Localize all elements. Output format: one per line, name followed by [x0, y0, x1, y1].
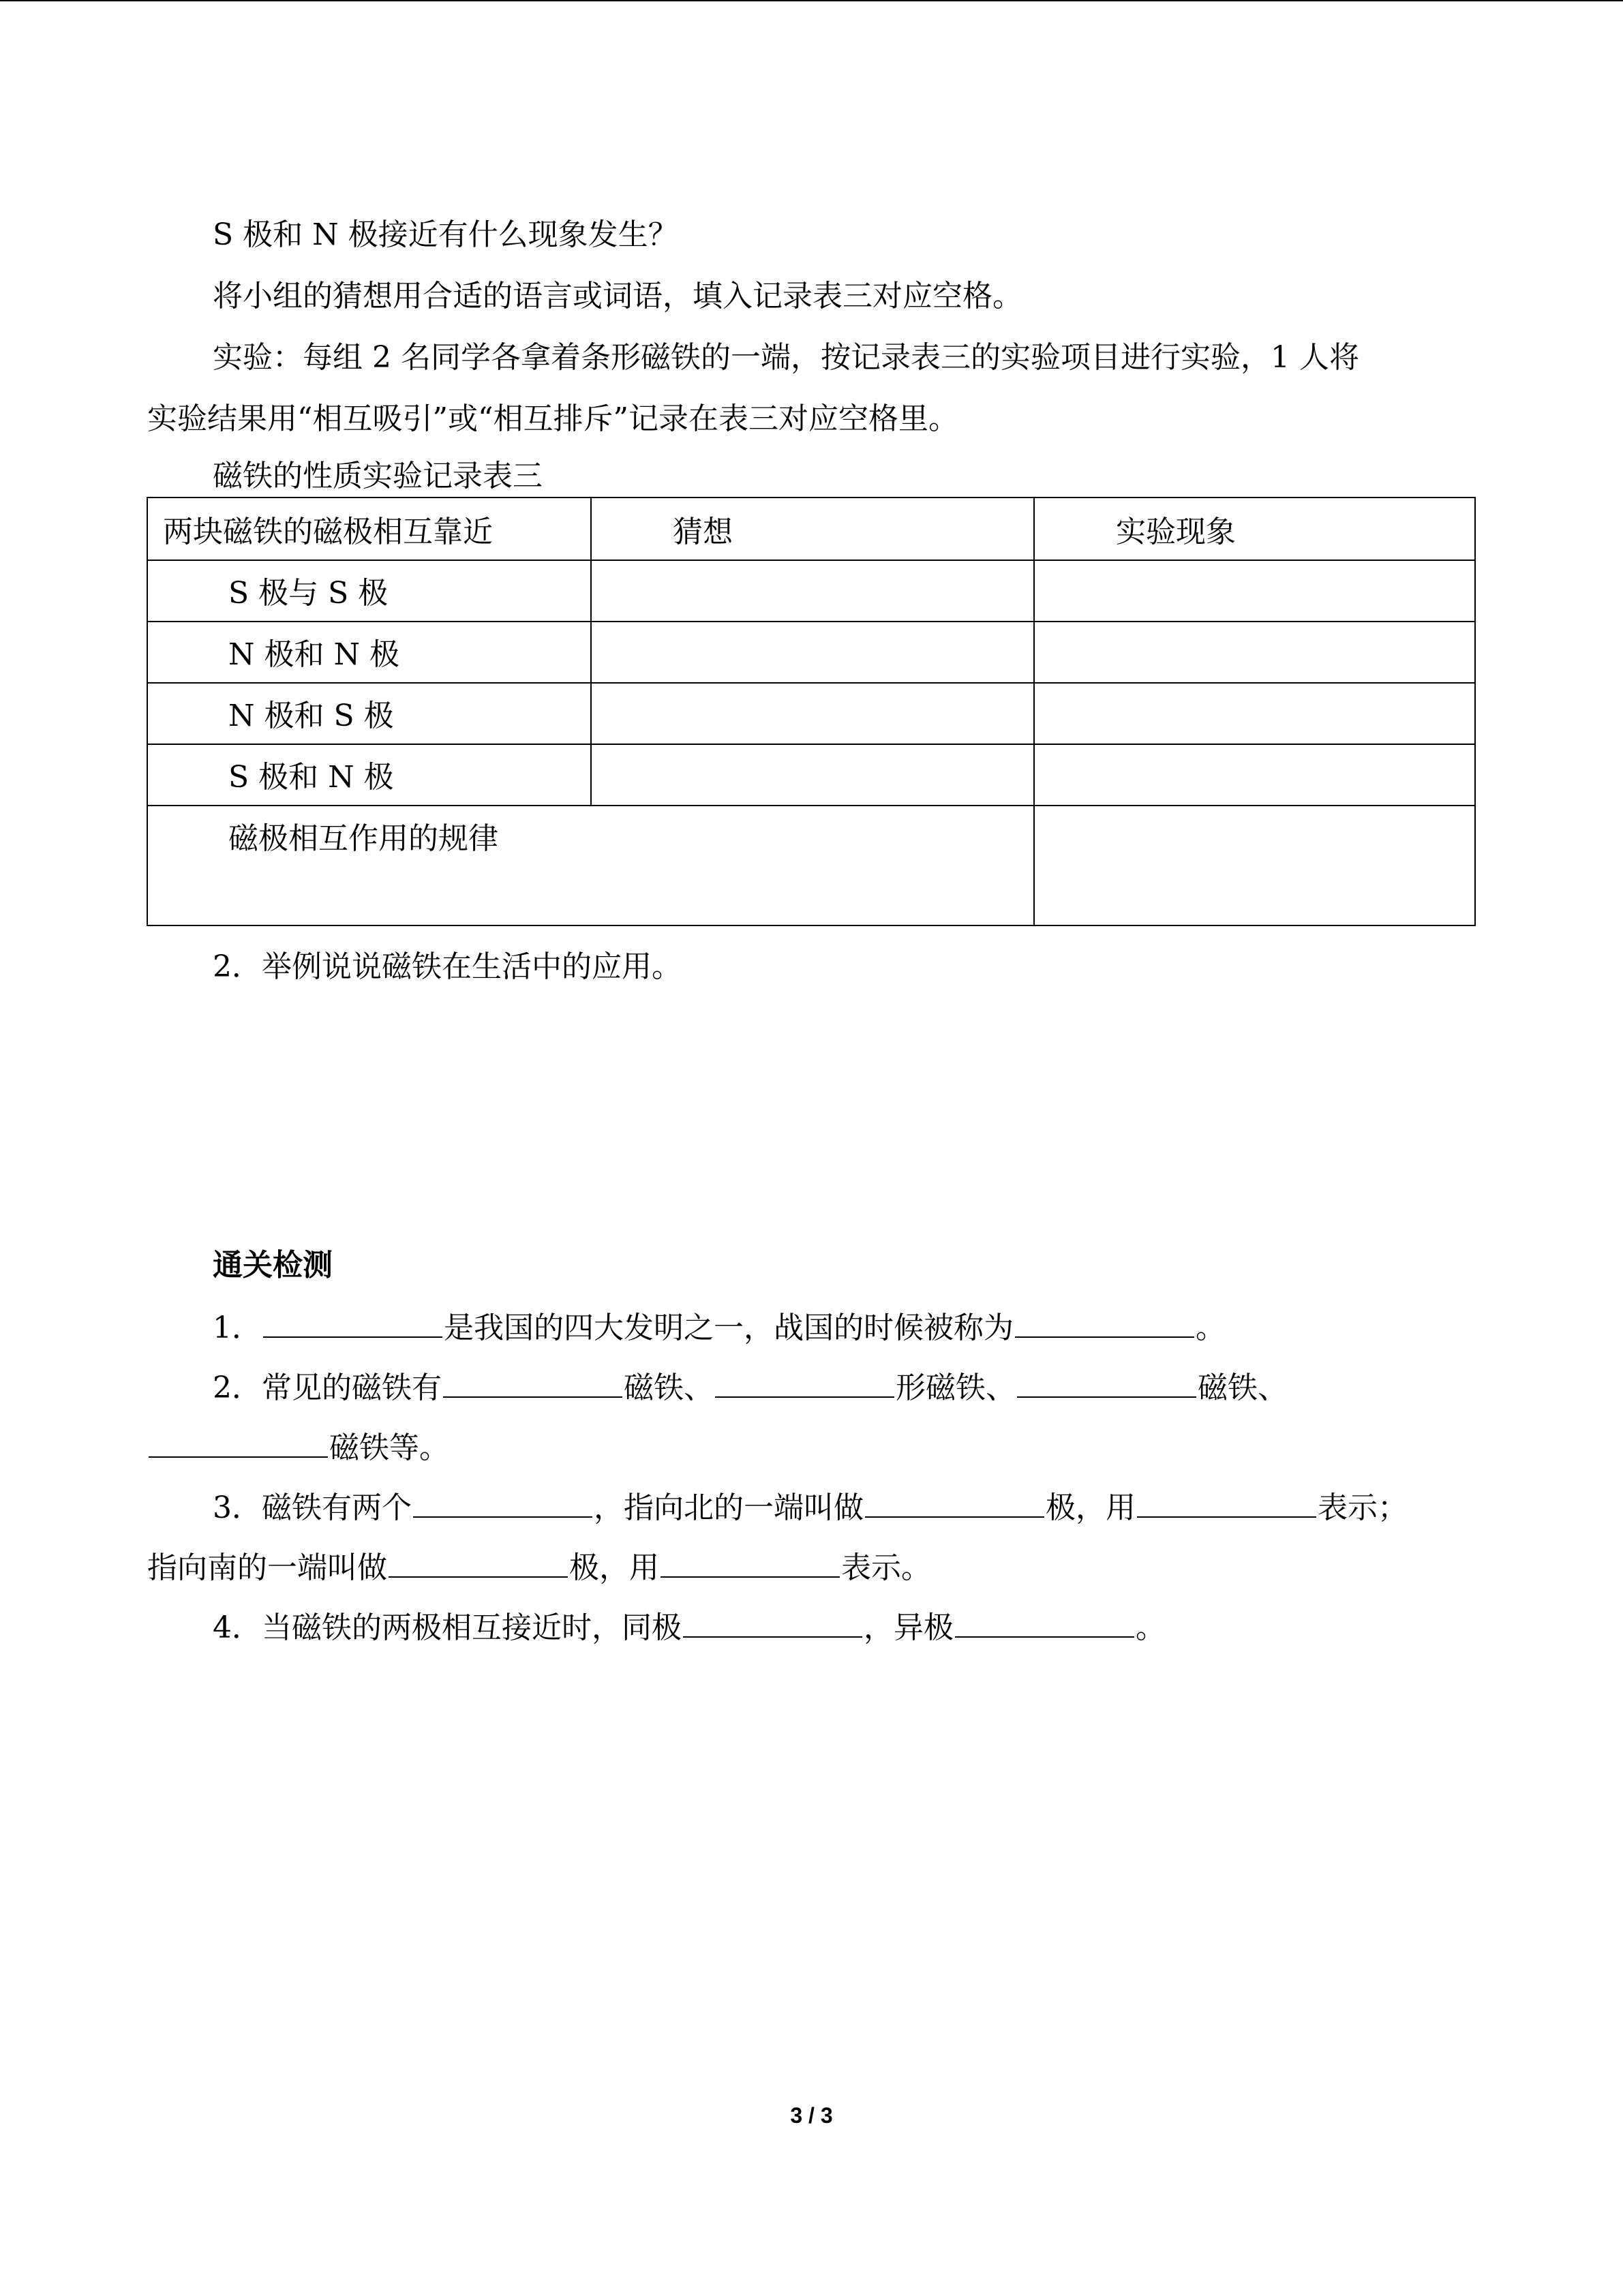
answer-blank[interactable] [661, 1546, 840, 1578]
answer-blank[interactable] [443, 1366, 622, 1398]
table-summary-label: 磁极相互作用的规律 [228, 821, 498, 856]
answer-blank[interactable] [263, 1306, 442, 1338]
answer-blank[interactable] [1015, 1306, 1194, 1338]
answer-blank[interactable] [683, 1606, 862, 1638]
quiz-question-1: 1． 是我国的四大发明之一，战国的时候被称为 。 [213, 1306, 1226, 1349]
table-row-label: S 极和 N 极 [228, 760, 394, 795]
intro-line-2: 将小组的猜想用合适的语言或词语，填入记录表三对应空格。 [213, 279, 1022, 313]
intro-line-3: 实验：每组 2 名同学各拿着条形磁铁的一端，按记录表三的实验项目进行实验，1 人将 [213, 340, 1359, 375]
quiz-question-3-cont: 指向南的一端叫做 极，用 表示。 [147, 1546, 931, 1589]
table-header-guess: 猜想 [673, 515, 733, 549]
answer-blank[interactable] [1137, 1486, 1316, 1518]
quiz-question-2-cont: 磁铁等。 [147, 1426, 449, 1469]
quiz-question-3: 3．磁铁有两个 ，指向北的一端叫做 极，用 表示； [213, 1486, 1408, 1529]
page-number: 3 / 3 [790, 2103, 833, 2128]
table-header-pair: 两块磁铁的磁极相互靠近 [163, 515, 493, 549]
answer-blank[interactable] [715, 1366, 894, 1398]
quiz-question-2: 2．常见的磁铁有 磁铁、 形磁铁、 磁铁、 [213, 1366, 1288, 1409]
table-row-label: S 极与 S 极 [228, 576, 389, 611]
table-header-result: 实验现象 [1116, 515, 1236, 549]
answer-blank[interactable] [865, 1486, 1044, 1518]
table-row-label: N 极和 S 极 [228, 699, 394, 733]
answer-blank[interactable] [149, 1426, 328, 1458]
answer-blank[interactable] [413, 1486, 592, 1518]
table-row-label: N 极和 N 极 [228, 637, 399, 672]
table-caption: 磁铁的性质实验记录表三 [213, 459, 543, 493]
answer-blank[interactable] [389, 1546, 568, 1578]
answer-blank[interactable] [955, 1606, 1134, 1638]
intro-line-4: 实验结果用“相互吸引”或“相互排斥”记录在表三对应空格里。 [147, 401, 958, 436]
question-2: 2．举例说说磁铁在生活中的应用。 [213, 949, 682, 984]
quiz-title: 通关检测 [213, 1248, 333, 1283]
answer-blank[interactable] [1017, 1366, 1196, 1398]
document-page [0, 1, 1623, 2296]
record-table [147, 497, 1476, 926]
intro-line-1: S 极和 N 极接近有什么现象发生？ [213, 217, 678, 252]
quiz-question-4: 4．当磁铁的两极相互接近时，同极 ，异极 。 [213, 1606, 1166, 1649]
